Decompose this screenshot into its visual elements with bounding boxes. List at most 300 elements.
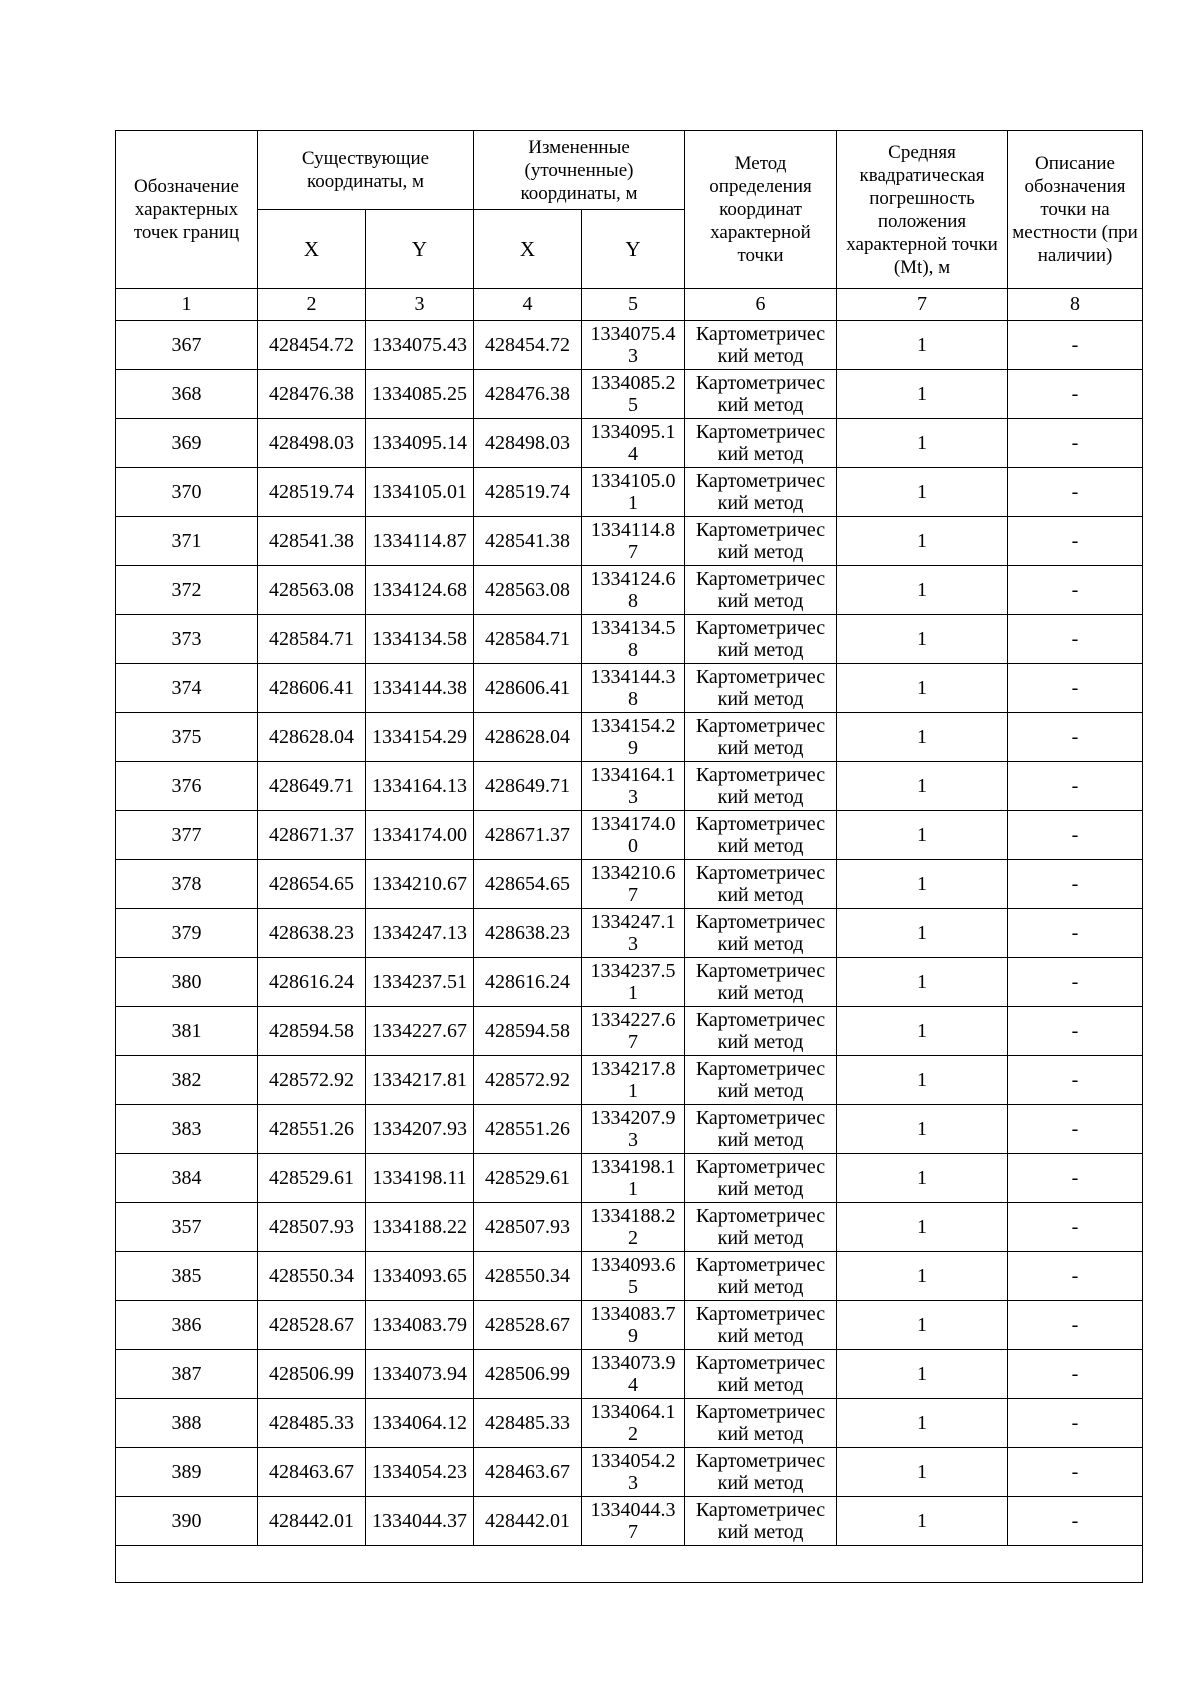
changed-y-line-1: 1334073.9 <box>590 1352 676 1374</box>
changed-y <box>582 762 685 811</box>
point-description: - <box>1008 468 1143 517</box>
method-line-1: Картометричес <box>695 470 826 492</box>
changed-y-line-1: 1334064.1 <box>590 1401 676 1423</box>
table-row <box>116 909 1143 958</box>
table-row <box>116 762 1143 811</box>
table-row <box>116 419 1143 468</box>
point-description: - <box>1008 909 1143 958</box>
existing-y: 1334044.37 <box>366 1497 474 1546</box>
point-description: - <box>1008 713 1143 762</box>
method-line-1: Картометричес <box>695 568 826 590</box>
method <box>685 566 837 615</box>
method-line-1: Картометричес <box>695 862 826 884</box>
column-number: 4 <box>474 289 582 321</box>
changed-y-line-2: 0 <box>628 835 638 857</box>
header-description: Описание обозначения точки на местности (при наличии) <box>1008 131 1143 289</box>
method <box>685 1203 837 1252</box>
existing-x: 428463.67 <box>258 1448 366 1497</box>
mean-error: 1 <box>837 762 1008 811</box>
table-row <box>116 1056 1143 1105</box>
point-description: - <box>1008 1105 1143 1154</box>
method <box>685 517 837 566</box>
method-line-2: кий метод <box>717 1080 804 1102</box>
header-designation: Обозначение характерных точек границ <box>116 131 258 289</box>
changed-y-line-1: 1334198.1 <box>590 1156 676 1178</box>
point-id: 371 <box>116 517 258 566</box>
changed-y-line-1: 1334154.2 <box>590 715 676 737</box>
changed-y-line-2: 3 <box>628 345 638 367</box>
changed-x: 428606.41 <box>474 664 582 713</box>
point-description: - <box>1008 860 1143 909</box>
changed-y <box>582 1007 685 1056</box>
method <box>685 1154 837 1203</box>
header-existing-coordinates: Существующие координаты, м <box>258 131 474 210</box>
changed-y-line-1: 1334247.1 <box>590 911 676 933</box>
changed-y <box>582 1350 685 1399</box>
method-line-2: кий метод <box>717 786 804 808</box>
column-number: 7 <box>837 289 1008 321</box>
method <box>685 615 837 664</box>
existing-x: 428606.41 <box>258 664 366 713</box>
method-line-1: Картометричес <box>695 1058 826 1080</box>
changed-y-line-2: 7 <box>628 1521 638 1543</box>
changed-y <box>582 1105 685 1154</box>
existing-x: 428628.04 <box>258 713 366 762</box>
point-description: - <box>1008 1007 1143 1056</box>
existing-x: 428485.33 <box>258 1399 366 1448</box>
table-row <box>116 1399 1143 1448</box>
method <box>685 811 837 860</box>
point-description: - <box>1008 517 1143 566</box>
point-description: - <box>1008 1350 1143 1399</box>
existing-x: 428616.24 <box>258 958 366 1007</box>
changed-y-line-1: 1334075.4 <box>590 323 676 345</box>
existing-y: 1334083.79 <box>366 1301 474 1350</box>
method-line-2: кий метод <box>717 345 804 367</box>
column-number: 1 <box>116 289 258 321</box>
method-line-1: Картометричес <box>695 813 826 835</box>
mean-error: 1 <box>837 615 1008 664</box>
method-line-2: кий метод <box>717 394 804 416</box>
changed-y-line-2: 3 <box>628 1129 638 1151</box>
changed-y-line-2: 8 <box>628 688 638 710</box>
method-line-2: кий метод <box>717 884 804 906</box>
method-line-1: Картометричес <box>695 1009 826 1031</box>
point-id: 384 <box>116 1154 258 1203</box>
changed-y-line-1: 1334164.1 <box>590 764 676 786</box>
point-description: - <box>1008 1399 1143 1448</box>
table-row <box>116 1350 1143 1399</box>
point-id: 375 <box>116 713 258 762</box>
point-description: - <box>1008 1448 1143 1497</box>
method-line-2: кий метод <box>717 1325 804 1347</box>
changed-y-line-2: 4 <box>628 1374 638 1396</box>
changed-y <box>582 517 685 566</box>
table-row <box>116 1203 1143 1252</box>
method-line-2: кий метод <box>717 443 804 465</box>
changed-y <box>582 811 685 860</box>
method-line-1: Картометричес <box>695 1156 826 1178</box>
changed-x: 428628.04 <box>474 713 582 762</box>
method-line-1: Картометричес <box>695 1205 826 1227</box>
table-row <box>116 1105 1143 1154</box>
method <box>685 1448 837 1497</box>
mean-error: 1 <box>837 1399 1008 1448</box>
point-id: 388 <box>116 1399 258 1448</box>
method-line-1: Картометричес <box>695 323 826 345</box>
point-description: - <box>1008 1154 1143 1203</box>
changed-x: 428442.01 <box>474 1497 582 1546</box>
changed-y-line-1: 1334227.6 <box>590 1009 676 1031</box>
mean-error: 1 <box>837 1301 1008 1350</box>
point-description: - <box>1008 1056 1143 1105</box>
point-id: 367 <box>116 321 258 370</box>
changed-y-line-1: 1334105.0 <box>590 470 676 492</box>
existing-x: 428476.38 <box>258 370 366 419</box>
existing-x: 428454.72 <box>258 321 366 370</box>
method <box>685 419 837 468</box>
method-line-2: кий метод <box>717 982 804 1004</box>
existing-x: 428519.74 <box>258 468 366 517</box>
method-line-2: кий метод <box>717 1129 804 1151</box>
changed-x: 428594.58 <box>474 1007 582 1056</box>
point-description: - <box>1008 664 1143 713</box>
point-description: - <box>1008 321 1143 370</box>
header-mean-error: Средняя квадратическая погрешность положения характерной точки (Mt), м <box>837 131 1008 289</box>
method-line-2: кий метод <box>717 1374 804 1396</box>
point-id: 383 <box>116 1105 258 1154</box>
changed-y-line-1: 1334085.2 <box>590 372 676 394</box>
point-id: 382 <box>116 1056 258 1105</box>
existing-y: 1334227.67 <box>366 1007 474 1056</box>
point-description: - <box>1008 615 1143 664</box>
point-id: 372 <box>116 566 258 615</box>
header-method: Метод определения координат характерной точки <box>685 131 837 289</box>
header-changed-x: X <box>474 210 582 289</box>
existing-x: 428594.58 <box>258 1007 366 1056</box>
changed-y-line-1: 1334207.9 <box>590 1107 676 1129</box>
existing-x: 428507.93 <box>258 1203 366 1252</box>
table-row <box>116 1252 1143 1301</box>
changed-y <box>582 1056 685 1105</box>
changed-x: 428551.26 <box>474 1105 582 1154</box>
changed-y-line-2: 7 <box>628 541 638 563</box>
table-row <box>116 1007 1143 1056</box>
column-number: 3 <box>366 289 474 321</box>
method-line-1: Картометричес <box>695 1352 826 1374</box>
existing-y: 1334207.93 <box>366 1105 474 1154</box>
method-line-1: Картометричес <box>695 1499 826 1521</box>
table-row <box>116 615 1143 664</box>
changed-y <box>582 468 685 517</box>
mean-error: 1 <box>837 517 1008 566</box>
changed-y-line-1: 1334044.3 <box>590 1499 676 1521</box>
existing-x: 428506.99 <box>258 1350 366 1399</box>
changed-y-line-2: 2 <box>628 1423 638 1445</box>
changed-y-line-1: 1334083.7 <box>590 1303 676 1325</box>
method-line-2: кий метод <box>717 1521 804 1543</box>
mean-error: 1 <box>837 1154 1008 1203</box>
point-description: - <box>1008 1252 1143 1301</box>
existing-y: 1334085.25 <box>366 370 474 419</box>
changed-x: 428507.93 <box>474 1203 582 1252</box>
mean-error: 1 <box>837 909 1008 958</box>
changed-x: 428454.72 <box>474 321 582 370</box>
method <box>685 909 837 958</box>
method-line-2: кий метод <box>717 1178 804 1200</box>
table-row <box>116 566 1143 615</box>
point-id: 380 <box>116 958 258 1007</box>
table-row <box>116 1497 1143 1546</box>
changed-y-line-1: 1334144.3 <box>590 666 676 688</box>
changed-x: 428519.74 <box>474 468 582 517</box>
table-row <box>116 517 1143 566</box>
existing-x: 428529.61 <box>258 1154 366 1203</box>
method-line-2: кий метод <box>717 737 804 759</box>
existing-y: 1334124.68 <box>366 566 474 615</box>
table-row <box>116 664 1143 713</box>
changed-y <box>582 860 685 909</box>
mean-error: 1 <box>837 1448 1008 1497</box>
mean-error: 1 <box>837 1350 1008 1399</box>
existing-y: 1334164.13 <box>366 762 474 811</box>
method-line-1: Картометричес <box>695 1303 826 1325</box>
existing-x: 428649.71 <box>258 762 366 811</box>
existing-x: 428572.92 <box>258 1056 366 1105</box>
method <box>685 321 837 370</box>
mean-error: 1 <box>837 468 1008 517</box>
changed-y <box>582 1252 685 1301</box>
changed-y-line-2: 1 <box>628 492 638 514</box>
changed-x: 428550.34 <box>474 1252 582 1301</box>
method-line-2: кий метод <box>717 1276 804 1298</box>
mean-error: 1 <box>837 321 1008 370</box>
mean-error: 1 <box>837 713 1008 762</box>
changed-x: 428485.33 <box>474 1399 582 1448</box>
method-line-2: кий метод <box>717 639 804 661</box>
empty-footer-cell <box>116 1546 1143 1583</box>
existing-y: 1334188.22 <box>366 1203 474 1252</box>
changed-y-line-2: 7 <box>628 884 638 906</box>
existing-y: 1334105.01 <box>366 468 474 517</box>
changed-x: 428584.71 <box>474 615 582 664</box>
changed-y-line-1: 1334237.5 <box>590 960 676 982</box>
changed-y <box>582 566 685 615</box>
method-line-1: Картометричес <box>695 666 826 688</box>
point-id: 379 <box>116 909 258 958</box>
mean-error: 1 <box>837 958 1008 1007</box>
method-line-2: кий метод <box>717 933 804 955</box>
point-id: 389 <box>116 1448 258 1497</box>
changed-y-line-1: 1334093.6 <box>590 1254 676 1276</box>
mean-error: 1 <box>837 1007 1008 1056</box>
changed-y-line-2: 4 <box>628 443 638 465</box>
changed-x: 428476.38 <box>474 370 582 419</box>
method-line-2: кий метод <box>717 1472 804 1494</box>
point-id: 386 <box>116 1301 258 1350</box>
changed-y-line-2: 2 <box>628 1227 638 1249</box>
changed-y <box>582 1301 685 1350</box>
point-id: 377 <box>116 811 258 860</box>
method-line-2: кий метод <box>717 688 804 710</box>
point-id: 378 <box>116 860 258 909</box>
point-id: 376 <box>116 762 258 811</box>
table-row <box>116 1448 1143 1497</box>
table-row <box>116 1301 1143 1350</box>
mean-error: 1 <box>837 811 1008 860</box>
existing-y: 1334174.00 <box>366 811 474 860</box>
method-line-1: Картометричес <box>695 617 826 639</box>
point-id: 381 <box>116 1007 258 1056</box>
table-row <box>116 860 1143 909</box>
mean-error: 1 <box>837 1105 1008 1154</box>
table-row <box>116 811 1143 860</box>
changed-y <box>582 1154 685 1203</box>
changed-y <box>582 1448 685 1497</box>
existing-y: 1334154.29 <box>366 713 474 762</box>
changed-x: 428529.61 <box>474 1154 582 1203</box>
changed-x: 428506.99 <box>474 1350 582 1399</box>
changed-y <box>582 958 685 1007</box>
changed-y <box>582 615 685 664</box>
changed-y-line-1: 1334124.6 <box>590 568 676 590</box>
method-line-2: кий метод <box>717 1031 804 1053</box>
method-line-2: кий метод <box>717 835 804 857</box>
existing-x: 428442.01 <box>258 1497 366 1546</box>
changed-y-line-1: 1334134.5 <box>590 617 676 639</box>
changed-x: 428638.23 <box>474 909 582 958</box>
column-number: 2 <box>258 289 366 321</box>
existing-y: 1334075.43 <box>366 321 474 370</box>
method <box>685 1056 837 1105</box>
method <box>685 1105 837 1154</box>
table-row <box>116 958 1143 1007</box>
point-description: - <box>1008 811 1143 860</box>
existing-y: 1334134.58 <box>366 615 474 664</box>
mean-error: 1 <box>837 664 1008 713</box>
existing-x: 428563.08 <box>258 566 366 615</box>
changed-y-line-1: 1334174.0 <box>590 813 676 835</box>
changed-y-line-2: 3 <box>628 786 638 808</box>
mean-error: 1 <box>837 1056 1008 1105</box>
header-existing-y: Y <box>366 210 474 289</box>
changed-y-line-2: 5 <box>628 394 638 416</box>
column-number: 5 <box>582 289 685 321</box>
existing-y: 1334210.67 <box>366 860 474 909</box>
method <box>685 370 837 419</box>
mean-error: 1 <box>837 1497 1008 1546</box>
changed-y-line-2: 8 <box>628 590 638 612</box>
existing-y: 1334095.14 <box>366 419 474 468</box>
changed-y-line-2: 3 <box>628 1472 638 1494</box>
method <box>685 664 837 713</box>
changed-y-line-2: 5 <box>628 1276 638 1298</box>
point-description: - <box>1008 762 1143 811</box>
point-id: 357 <box>116 1203 258 1252</box>
existing-x: 428551.26 <box>258 1105 366 1154</box>
changed-y-line-2: 3 <box>628 933 638 955</box>
existing-x: 428638.23 <box>258 909 366 958</box>
mean-error: 1 <box>837 370 1008 419</box>
table-row <box>116 370 1143 419</box>
point-description: - <box>1008 1497 1143 1546</box>
existing-y: 1334198.11 <box>366 1154 474 1203</box>
point-description: - <box>1008 419 1143 468</box>
changed-y-line-1: 1334188.2 <box>590 1205 676 1227</box>
existing-y: 1334114.87 <box>366 517 474 566</box>
mean-error: 1 <box>837 566 1008 615</box>
point-description: - <box>1008 566 1143 615</box>
method-line-2: кий метод <box>717 590 804 612</box>
existing-x: 428498.03 <box>258 419 366 468</box>
existing-y: 1334093.65 <box>366 1252 474 1301</box>
changed-y-line-1: 1334217.8 <box>590 1058 676 1080</box>
changed-y <box>582 664 685 713</box>
method <box>685 468 837 517</box>
mean-error: 1 <box>837 1203 1008 1252</box>
changed-y-line-1: 1334095.1 <box>590 421 676 443</box>
changed-y <box>582 321 685 370</box>
existing-x: 428584.71 <box>258 615 366 664</box>
method-line-1: Картометричес <box>695 1107 826 1129</box>
header-existing-x: X <box>258 210 366 289</box>
changed-x: 428498.03 <box>474 419 582 468</box>
mean-error: 1 <box>837 860 1008 909</box>
mean-error: 1 <box>837 1252 1008 1301</box>
changed-y <box>582 370 685 419</box>
changed-x: 428572.92 <box>474 1056 582 1105</box>
point-description: - <box>1008 1203 1143 1252</box>
method-line-2: кий метод <box>717 492 804 514</box>
method <box>685 1301 837 1350</box>
changed-x: 428616.24 <box>474 958 582 1007</box>
existing-x: 428671.37 <box>258 811 366 860</box>
method-line-1: Картометричес <box>695 715 826 737</box>
changed-x: 428563.08 <box>474 566 582 615</box>
point-id: 368 <box>116 370 258 419</box>
existing-x: 428541.38 <box>258 517 366 566</box>
empty-footer-row <box>116 1546 1143 1583</box>
header-changed-coordinates: Измененные (уточненные) координаты, м <box>474 131 685 210</box>
method <box>685 1350 837 1399</box>
changed-x: 428541.38 <box>474 517 582 566</box>
table-row <box>116 713 1143 762</box>
changed-x: 428463.67 <box>474 1448 582 1497</box>
table-row <box>116 468 1143 517</box>
boundary-points-table <box>115 130 1143 1583</box>
point-id: 369 <box>116 419 258 468</box>
method-line-2: кий метод <box>717 1423 804 1445</box>
point-description: - <box>1008 370 1143 419</box>
changed-x: 428528.67 <box>474 1301 582 1350</box>
point-description: - <box>1008 1301 1143 1350</box>
changed-y <box>582 1497 685 1546</box>
existing-y: 1334073.94 <box>366 1350 474 1399</box>
column-number: 6 <box>685 289 837 321</box>
method-line-1: Картометричес <box>695 1450 826 1472</box>
existing-x: 428550.34 <box>258 1252 366 1301</box>
changed-x: 428654.65 <box>474 860 582 909</box>
changed-y <box>582 909 685 958</box>
changed-x: 428649.71 <box>474 762 582 811</box>
method-line-1: Картометричес <box>695 519 826 541</box>
method <box>685 958 837 1007</box>
method-line-1: Картометричес <box>695 960 826 982</box>
method-line-1: Картометричес <box>695 1401 826 1423</box>
method <box>685 860 837 909</box>
changed-x: 428671.37 <box>474 811 582 860</box>
changed-y-line-2: 1 <box>628 1178 638 1200</box>
